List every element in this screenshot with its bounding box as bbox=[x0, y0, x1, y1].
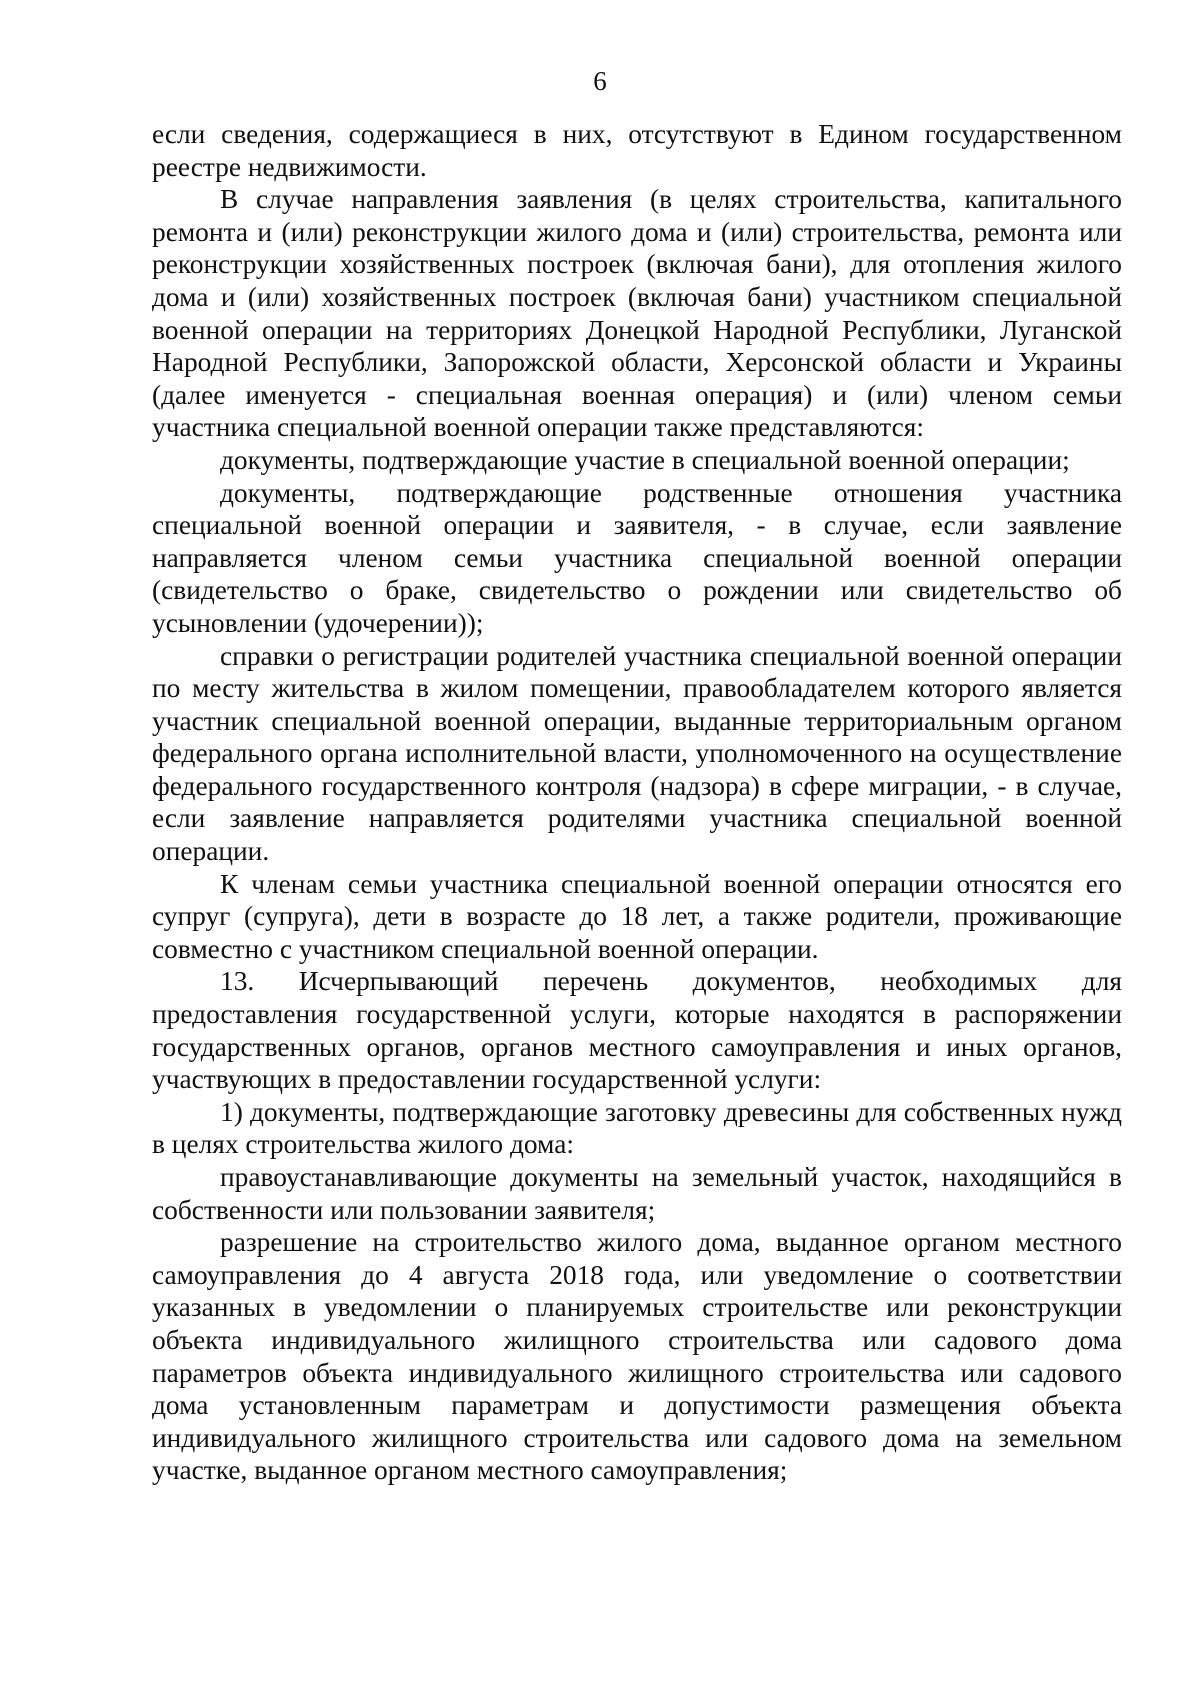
paragraph-land-title-docs: правоустанавливающие документы на земельный участок, находящийся в собственности или пользовании заявителя; bbox=[152, 1162, 1122, 1225]
paragraph-parent-registration: справки о регистрации родителей участника специальной военной операции по месту жительства в жилом помещении, правообладателем которого является участник специальной военной операции, выданные территориальным органом федерального органа исполнительной власти, уполномоченного на осуществление федерального государственного контроля (надзора) в сфере миграции, - в случае, если заявление направляется родителями участника специальной военной операции. bbox=[152, 640, 1122, 867]
paragraph-svo-application: В случае направления заявления (в целях строительства, капитального ремонта и (или) реконструкции жилого дома и (или) строительства, ремонта или реконструкции хозяйственных построек (включая бани), для отопления жилого дома и (или) хозяйственных построек (включая бани) участником специальной военной операции на территориях Донецкой Народной Республики, Луганской Народной Республики, Запорожской области, Херсонской области и Украины (далее именуется - специальная военная операция) и (или) членом семьи участника специальной военной операции также представляются: bbox=[152, 184, 1122, 443]
document-body bbox=[152, 118, 1122, 1487]
paragraph-building-permit: разрешение на строительство жилого дома, выданное органом местного самоуправления до 4 августа 2018 года, или уведомление о соответствии указанных в уведомлении о планируемых строительстве или реконструкции объекта индивидуального жилищного строительства или садового дома параметров объекта индивидуального жилищного строительства или садового дома установленным параметрам и допустимости размещения объекта индивидуального жилищного строительства или садового дома на земельном участке, выданное органом местного самоуправления; bbox=[152, 1227, 1122, 1486]
paragraph-svo-participation-docs: документы, подтверждающие участие в специальной военной операции; bbox=[220, 444, 1070, 475]
paragraph-item-1: 1) документы, подтверждающие заготовку древесины для собственных нужд в целях строительства жилого дома: bbox=[152, 1096, 1122, 1160]
paragraph-family-members: К членам семьи участника специальной военной операции относятся его супруг (супруга), дети в возрасте до 18 лет, а также родители, проживающие совместно с участником специальной военной операции. bbox=[152, 868, 1122, 964]
paragraph-continuation: если сведения, содержащиеся в них, отсутствуют в Едином государственном реестре недвижимости. bbox=[152, 119, 1122, 182]
paragraph-section-13: 13. Исчерпывающий перечень документов, необходимых для предоставления государственной услуги, которые находятся в распоряжении государственных органов, органов местного самоуправления и иных органов, участвующих в предоставлении государственной услуги: bbox=[152, 966, 1122, 1095]
page-number: 6 bbox=[593, 66, 607, 96]
paragraph-kinship-docs: документы, подтверждающие родственные отношения участника специальной военной операции и заявителя, - в случае, если заявление направляется членом семьи участника специальной военной операции (свидетельство о браке, свидетельство о рождении или свидетельство об усыновлении (удочерении)); bbox=[152, 477, 1122, 638]
